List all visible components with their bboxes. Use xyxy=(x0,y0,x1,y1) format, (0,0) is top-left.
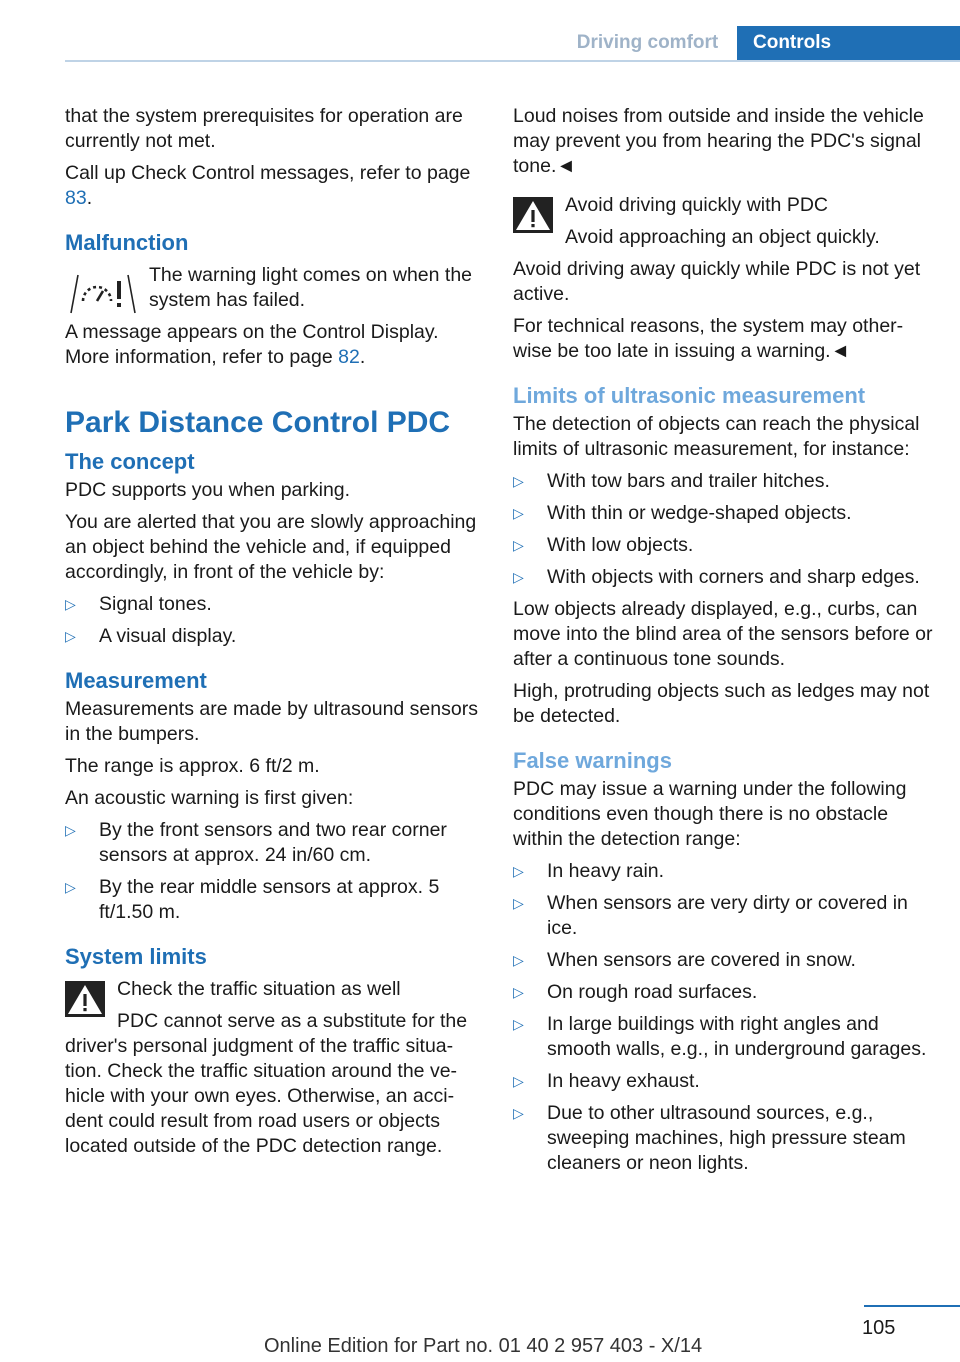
measurement-list xyxy=(65,818,483,925)
triangle-bullet-icon xyxy=(513,980,524,1005)
list-item xyxy=(513,469,933,494)
left-column xyxy=(65,104,483,1166)
list-item xyxy=(65,818,483,868)
heading-measurement: Measurement xyxy=(65,668,207,693)
check-control-paragraph xyxy=(65,161,483,211)
list-item xyxy=(513,1069,933,1094)
triangle-bullet-icon xyxy=(65,875,76,900)
list-item xyxy=(513,859,933,884)
header-section-tab: Driving comfort xyxy=(576,32,719,53)
heading-false-warnings: False warnings xyxy=(513,748,672,773)
warning-block-driving xyxy=(513,193,933,250)
list-item-text: In large buildings with right angles and smooth walls, e.g., in underground garages. xyxy=(547,1013,927,1060)
technical-paragraph: For technical reasons, the system may otherwise be too late in issuing a warning.◄ xyxy=(513,315,904,362)
page-number: 105 xyxy=(862,1317,896,1339)
triangle-bullet-icon xyxy=(513,533,524,558)
triangle-bullet-icon xyxy=(513,948,524,973)
list-item xyxy=(513,501,933,526)
list-item-text: Due to other ultrasound sources, e.g., sweeping machines, high pressure steam cleaners or neon lights. xyxy=(547,1102,906,1174)
punct: . xyxy=(86,187,93,209)
warning-text: PDC cannot serve as a substitute for the driver's personal judgment of the traffic situation. Check the traffic situation around the vehicle with your own eyes. Otherwise, an accident could result from road users or objects located outside of the PDC detection range. xyxy=(65,1010,468,1157)
triangle-bullet-icon xyxy=(513,469,524,494)
footer-rule xyxy=(864,1305,960,1307)
limits-text-2: Low objects already displayed, e.g., curbs, can move into the blind area of the sensors before or after a continuous tone sounds. xyxy=(513,598,933,670)
false-warnings-text: PDC may issue a warning under the following conditions even though there is no obstacle within the detection range: xyxy=(513,778,907,850)
malfunction-text-1: The warning light comes on when the system has failed. xyxy=(149,264,473,311)
check-control-text: Call up Check Control messages, refer to page xyxy=(65,162,471,184)
triangle-bullet-icon xyxy=(513,859,524,884)
list-item xyxy=(513,1101,933,1176)
list-item-text: With tow bars and trailer hitches. xyxy=(547,470,830,492)
driving-away-paragraph: Avoid driving away quickly while PDC is not yet active. xyxy=(513,258,921,305)
malfunction-block xyxy=(65,263,483,370)
warning-title: Check the traffic situation as well xyxy=(117,978,401,1000)
heading-pdc: Park Distance Control PDC xyxy=(65,406,451,439)
list-item-text: On rough road surfaces. xyxy=(547,981,758,1003)
list-item xyxy=(513,891,933,941)
measurement-text-2: The range is approx. 6 ft/2 m. xyxy=(65,755,320,777)
list-item-text: In heavy exhaust. xyxy=(547,1070,700,1092)
list-item-text: When sensors are very dirty or covered in ice. xyxy=(547,892,908,939)
concept-list xyxy=(65,592,483,649)
triangle-bullet-icon xyxy=(513,565,524,590)
header-chapter-tab: Controls xyxy=(737,26,960,62)
list-item xyxy=(65,592,483,617)
list-item-text: With low objects. xyxy=(547,534,694,556)
list-item-text: When sensors are covered in snow. xyxy=(547,949,856,971)
list-item xyxy=(513,565,933,590)
triangle-bullet-icon xyxy=(65,624,76,649)
false-warnings-list xyxy=(513,859,933,1176)
page-link-83[interactable]: 83 xyxy=(65,187,87,209)
triangle-bullet-icon xyxy=(513,1069,524,1094)
triangle-bullet-icon xyxy=(513,501,524,526)
heading-concept: The concept xyxy=(65,449,195,474)
punct: . xyxy=(359,346,366,368)
list-item xyxy=(513,533,933,558)
list-item-text: By the front sensors and two rear corner sensors at approx. 24 in/60 cm. xyxy=(99,819,447,866)
list-item xyxy=(65,624,483,649)
intro-paragraph: that the system prerequisites for operation are currently not met. xyxy=(65,105,463,152)
list-item xyxy=(513,980,933,1005)
list-item-text: Signal tones. xyxy=(99,593,212,615)
pdc-malfunction-icon xyxy=(65,267,141,319)
list-item-text: With objects with corners and sharp edges. xyxy=(547,566,920,588)
edition-text: Online Edition for Part no. 01 40 2 957 403 - X/14 xyxy=(264,1335,703,1357)
triangle-bullet-icon xyxy=(513,1012,524,1037)
warning-title: Avoid driving quickly with PDC xyxy=(565,194,828,216)
triangle-bullet-icon xyxy=(65,818,76,843)
malfunction-text-2a: A message appears on the Control Display. More information, refer to page xyxy=(65,321,439,368)
warning-block-traffic xyxy=(65,977,483,1159)
triangle-bullet-icon xyxy=(513,1101,524,1126)
noise-paragraph: Loud noises from outside and inside the vehicle may prevent you from hearing the PDC's signal tone.◄ xyxy=(513,105,924,177)
limits-list xyxy=(513,469,933,590)
triangle-bullet-icon xyxy=(65,592,76,617)
limits-text-3: High, protruding objects such as ledges may not be detected. xyxy=(513,680,930,727)
list-item xyxy=(65,875,483,925)
list-item xyxy=(513,948,933,973)
right-column xyxy=(513,104,933,1183)
heading-system-limits: System limits xyxy=(65,944,207,969)
triangle-bullet-icon xyxy=(513,891,524,916)
warning-triangle-icon xyxy=(513,197,553,233)
heading-malfunction: Malfunction xyxy=(65,230,189,255)
list-item-text: With thin or wedge-shaped objects. xyxy=(547,502,852,524)
concept-text-2: You are alerted that you are slowly approaching an object behind the vehicle and, if equipped accordingly, in front of the vehicle by: xyxy=(65,511,477,583)
list-item-text: By the rear middle sensors at approx. 5 ft/1.50 m. xyxy=(99,876,440,923)
warning-line: Avoid approaching an object quickly. xyxy=(565,226,880,248)
page-link-82[interactable]: 82 xyxy=(338,346,360,368)
list-item-text: A visual display. xyxy=(99,625,237,647)
list-item xyxy=(513,1012,933,1062)
measurement-text-1: Measurements are made by ultrasound sensors in the bumpers. xyxy=(65,698,478,745)
concept-text-1: PDC supports you when parking. xyxy=(65,479,351,501)
malfunction-text-2 xyxy=(65,320,483,370)
limits-text-1: The detection of objects can reach the physical limits of ultrasonic measurement, for instance: xyxy=(513,413,920,460)
measurement-text-3: An acoustic warning is first given: xyxy=(65,787,354,809)
heading-limits-ultrasonic: Limits of ultrasonic measurement xyxy=(513,383,866,408)
header-rule xyxy=(65,60,960,62)
list-item-text: In heavy rain. xyxy=(547,860,665,882)
warning-triangle-icon xyxy=(65,981,105,1017)
